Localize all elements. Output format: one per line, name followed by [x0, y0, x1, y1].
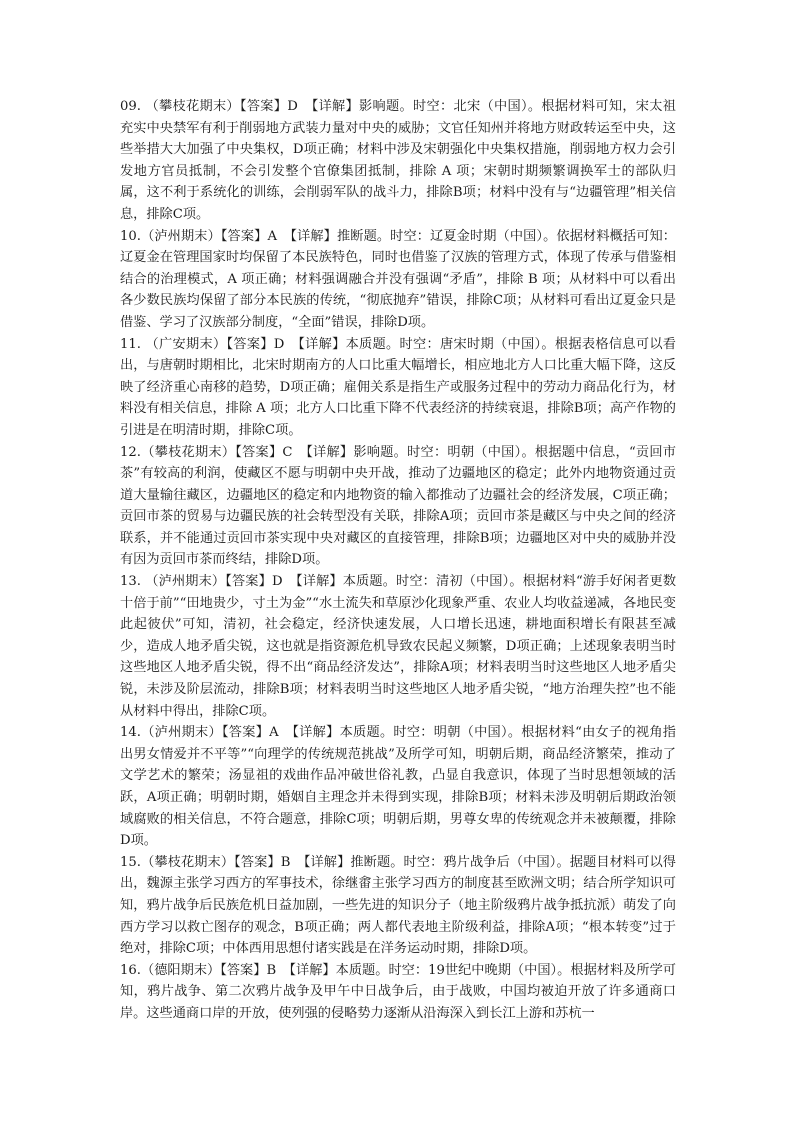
answer-head: 14.（泸州期末）【答案】A [120, 725, 279, 741]
answer-head: 09. （攀枝花期末）【答案】D [120, 99, 298, 114]
answer-head: 16.（德阳期末）【答案】B [120, 962, 277, 978]
answer-item-12 [120, 442, 676, 572]
answer-explanation: 【详解】本质题。时空：明朝（中国）。根据材料“由女子的视角指出男女情爱并不平等”“向理学的传统规范挑战”及所学可知，明朝后期，商品经济繁荣，推动了文学艺术的繁荣；汤显祖的戏曲作品冲破世俗礼教，凸显自我意识，体现了当时思想领域的活跃，A项正确；明朝时期，婚姻自主理念并未得到实现，排除B项；材料未涉及明朝后期政治领域腐败的相关信息，不符合题意，排除C项；明朝后期，男尊女卑的传统观念并未被颠覆，排除D项。 [120, 725, 676, 849]
answer-item-13 [120, 571, 676, 722]
answer-head: 10.（泸州期末）【答案】A [120, 228, 277, 244]
answer-item-10 [120, 226, 676, 334]
answer-explanation: 【详解】影响题。时空：北宋（中国）。根据材料可知，宋太祖充实中央禁军有利于削弱地方武装力量对中央的威胁；文官任知州并将地方财政转运至中央，这些举措大大加强了中央集权，D项正确；材料中涉及宋朝强化中央集权措施，削弱地方权力会引发地方官员抵制，不会引发整个官僚集团抵制，排除 A 项；宋朝时期频繁调换军士的部队归属，这不利于系统化的训练，会削弱军队的战斗力，排除B项；材料中没有与“边疆管理”相关信息，排除C项。 [120, 99, 676, 222]
answer-head: 11. （广安期末）【答案】D [120, 336, 285, 352]
answer-explanation: 【详解】推断题。时空：鸦片战争后（中国）。据题目材料可以得出，魏源主张学习西方的军事技术，徐继畬主张学习西方的制度甚至欧洲文明；结合所学知识可知，鸦片战争后民族危机日益加剧，一些先进的知识分子（地主阶级鸦片战争抵抗派）萌发了向西方学习以救亡图存的观念，B项正确；两人都代表地主阶级利益，排除A项；“根本转变”过于绝对，排除C项；中体西用思想付诸实践是在洋务运动时期，排除D项。 [120, 854, 676, 957]
answer-explanation: 【详解】本质题。时空：清初（中国）。根据材料“游手好闲者更数十倍于前”“田地贵少，寸土为金”“水土流失和草原沙化现象严重、农业人均收益递减，各地民变此起彼伏”可知，清初，社会稳定，经济快速发展，人口增长迅速，耕地面积增长有限甚至减少，造成人地矛盾尖锐，这也就是指资源危机导致农民起义频繁，D项正确；上述现象表明当时这些地区人地矛盾尖锐，得不出“商品经济发达”，排除A项；材料表明当时这些地区人地矛盾尖锐，未涉及阶层流动，排除B项；材料表明当时这些地区人地矛盾尖锐，“地方治理失控”也不能从材料中得出，排除C项。 [120, 574, 677, 719]
answer-head: 13. （泸州期末）【答案】D [120, 574, 283, 590]
answer-item-14 [120, 722, 676, 852]
answer-explanation: 【详解】影响题。时空：明朝（中国）。根据题中信息，“贡回市茶”有较高的利润，使藏区不愿与明朝中央开战，推动了边疆地区的稳定；此外内地物资通过贡道大量输往藏区，边疆地区的稳定和内地物资的输入都推动了边疆社会的经济发展，C项正确；贡回市茶的贸易与边疆民族的社会转型没有关联，排除A项；贡回市茶是藏区与中央之间的经济联系，并不能通过贡回市茶实现中央对藏区的直接管理，排除B项；边疆地区对中央的威胁并没有因为贡回市茶而终结，排除D项。 [120, 444, 676, 568]
answer-head: 15.（攀枝花期末）【答案】B [120, 854, 291, 870]
answer-explanation: 【详解】本质题。时空：19世纪中晚期（中国）。根据材料及所学可知，鸦片战争、第二次鸦片战争及甲午中日战争后，由于战败，中国均被迫开放了许多通商口岸。这些通商口岸的开放，使列强的侵略势力逐渐从沿海深入到长江上游和苏杭一 [120, 962, 676, 1021]
answer-item-09 [120, 96, 676, 226]
answer-item-16 [120, 960, 676, 1025]
answer-document [120, 96, 676, 1025]
answer-item-15 [120, 852, 676, 960]
answer-item-11 [120, 334, 676, 442]
answer-explanation: 【详解】推断题。时空：辽夏金时期（中国）。依据材料概括可知：辽夏金在管理国家时均保留了本民族特色，同时也借鉴了汉族的管理方式，体现了传承与借鉴相结合的治理模式，A 项正确；材料强调融合并没有强调“矛盾”，排除 B 项；从材料中可以看出各少数民族均保留了部分本民族的传统，“彻底抛弃”错误，排除C项；从材料可看出辽夏金只是借鉴、学习了汉族部分制度，“全面”错误，排除D项。 [120, 228, 676, 330]
answer-head: 12.（攀枝花期末）【答案】C [120, 444, 293, 460]
answer-explanation: 【详解】本质题。时空：唐宋时期（中国）。根据表格信息可以看出，与唐朝时期相比，北宋时期南方的人口比重大幅增长，相应地北方人口比重大幅下降，这反映了经济重心南移的趋势，D项正确；雇佣关系是指生产或服务过程中的劳动力商品化行为，材料没有相关信息，排除 A 项；北方人口比重下降不代表经济的持续衰退，排除B项；高产作物的引进是在明清时期，排除C项。 [120, 336, 676, 438]
